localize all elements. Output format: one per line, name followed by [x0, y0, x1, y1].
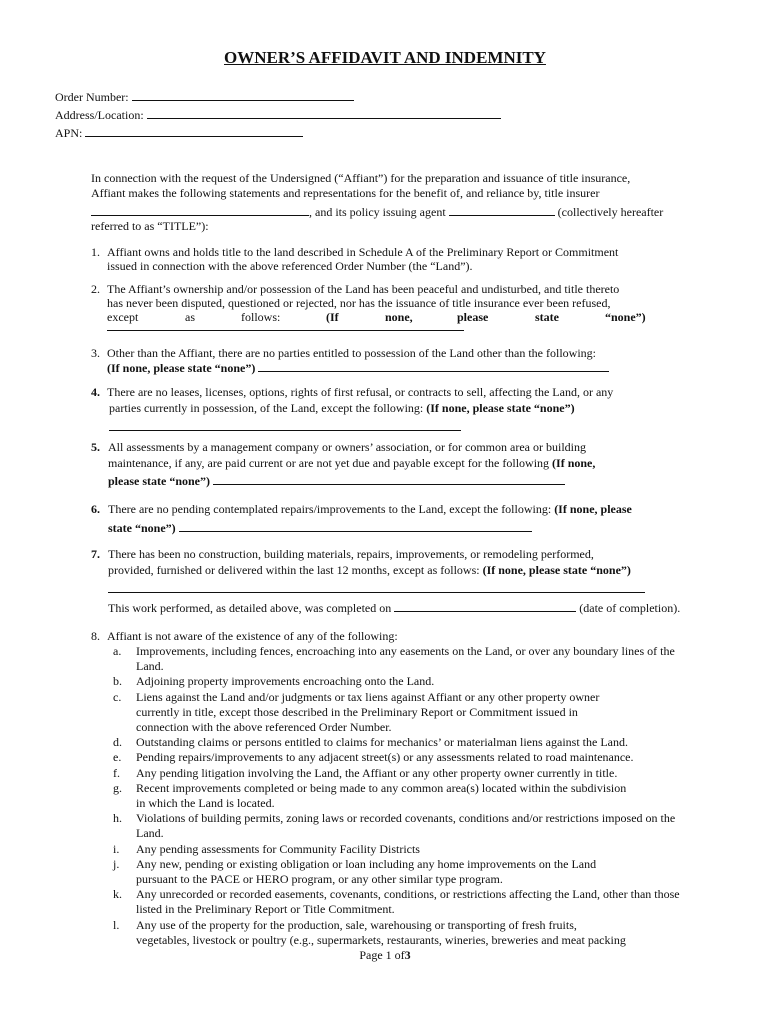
subitem-text-line: listed in the Preliminary Report or Title Commitment. [136, 902, 395, 917]
item-3-number: 3. [91, 346, 100, 360]
subitem-text-line: Any pending assessments for Community Facility Districts [136, 841, 420, 856]
item-2-word-please: please [457, 310, 489, 324]
subitem-text-line: pursuant to the PACE or HERO program, or any other similar type program. [136, 872, 503, 886]
subitem-letter: e. [113, 750, 122, 765]
subitem-letter: l. [113, 917, 120, 932]
page-footer [0, 948, 770, 963]
item-4-line-2 [109, 401, 575, 416]
subitem-letter: f. [113, 765, 120, 780]
item-6-instruction-cont: state “none”) [108, 521, 176, 535]
item-3-line-1: Other than the Affiant, there are no parties entitled to possession of the Land other than the following: [107, 346, 596, 360]
item-2-word-if: (If [326, 310, 339, 324]
item-7-completed-text: This work performed, as detailed above, was completed on [108, 601, 392, 615]
item-7-date-text: (date of completion). [579, 601, 681, 615]
subitem-letter: g. [113, 780, 122, 795]
subitem-text-line: Adjoining property improvements encroaching onto the Land. [136, 674, 435, 689]
item-5-answer-blank[interactable] [213, 472, 565, 485]
subitem-letter: h. [113, 811, 122, 826]
item-8-line-1: Affiant is not aware of the existence of any of the following: [107, 629, 398, 643]
intro-line-1: In connection with the request of the Undersigned (“Affiant”) for the preparation and issuance of title insurance, [91, 171, 631, 185]
item-7-line-3 [108, 599, 680, 616]
item-1-line-2: issued in connection with the above referenced Order Number (the “Land”). [107, 259, 473, 273]
subitem-letter: j. [113, 856, 120, 871]
title-insurer-blank[interactable] [91, 203, 309, 216]
item-3-line-2 [107, 359, 609, 376]
item-2-word-except: except [107, 310, 139, 324]
item-5-line-3 [108, 472, 565, 489]
order-number-label: Order Number: [55, 90, 129, 104]
item-7-answer-blank[interactable] [108, 592, 645, 593]
item-3-instruction: (If none, please state “none”) [107, 361, 256, 375]
subitem-text-line: Any unrecorded or recorded easements, covenants, conditions, or restrictions affecting the Land, other than those [136, 887, 680, 902]
item-2-number: 2. [91, 282, 100, 296]
subitem-text-line: in which the Land is located. [136, 796, 275, 810]
item-7-instruction: (If none, please state “none”) [482, 563, 631, 577]
item-2-line-2: has never been disputed, questioned or rejected, nor has the issuance of title insurance ever been refused, [107, 296, 611, 310]
subitem-letter: a. [113, 644, 122, 658]
subitem-text-line: Land. [136, 659, 164, 674]
item-6-line-1 [108, 502, 632, 517]
item-5-line-2 [108, 456, 595, 471]
item-6-text: There are no pending contemplated repairs/improvements to the Land, except the following: [108, 502, 552, 516]
subitem-text-line: vegetables, livestock or poultry (e.g., supermarkets, restaurants, wineries, breweries and meat packing [136, 932, 626, 947]
item-7-line-1: There has been no construction, building materials, repairs, improvements, or remodeling performed, [108, 547, 594, 561]
intro-line-4: referred to as “TITLE”): [91, 219, 209, 233]
subitem-text-line: Recent improvements completed or being made to any common area(s) located within the subdivision [136, 780, 627, 795]
item-5-number: 5. [91, 440, 100, 454]
footer-of-word: of [394, 948, 405, 962]
subitem-text-line: currently in title, except those described in the Preliminary Report or Commitment issued in [136, 704, 578, 719]
item-2-answer-blank[interactable] [107, 330, 464, 331]
item-8-number: 8. [91, 629, 100, 643]
subitem-text-line: Any use of the property for the production, sale, warehousing or transporting of fresh fruits, [136, 917, 577, 932]
address-label: Address/Location: [55, 108, 144, 122]
footer-total-pages: 3 [404, 948, 411, 962]
subitem-letter: d. [113, 735, 122, 750]
item-4-line-1: There are no leases, licenses, options, rights of first refusal, or contracts to sell, affecting the Land, or any [107, 385, 614, 399]
item-6-line-2 [108, 519, 532, 536]
subitem-letter: b. [113, 674, 122, 689]
subitem-text-line: Improvements, including fences, encroaching into any easements on the Land, or over any boundary lines of the [136, 644, 675, 658]
item-7-line-2 [108, 563, 631, 578]
subitem-text-line: Pending repairs/improvements to any adjacent street(s) or any assessments related to road maintenance. [136, 750, 634, 765]
address-blank[interactable] [147, 106, 501, 119]
document-title: OWNER’S AFFIDAVIT AND INDEMNITY [224, 48, 546, 67]
subitem-text-line: Any new, pending or existing obligation or loan including any home improvements on the Land [136, 856, 597, 871]
item-5-instruction: (If none, [552, 456, 596, 470]
item-5-line-1: All assessments by a management company or owners’ association, or for common area or building [108, 440, 586, 454]
subitem-letter: c. [113, 689, 122, 704]
intro-line-2: Affiant makes the following statements and representations for the benefit of, and reliance by, title insurer [91, 186, 600, 200]
item-1-number: 1. [91, 245, 100, 259]
item-5-instruction-cont: please state “none”) [108, 474, 210, 488]
item-4-answer-blank[interactable] [109, 430, 461, 431]
item-2-word-as: as [185, 310, 195, 324]
apn-label: APN: [55, 126, 83, 140]
completion-date-blank[interactable] [394, 599, 576, 612]
item-7-number: 7. [91, 547, 100, 561]
item-6-number: 6. [91, 502, 100, 516]
item-7-text: provided, furnished or delivered within the last 12 months, except as follows: [108, 563, 480, 577]
subitem-text-line: connection with the above referenced Order Number. [136, 720, 392, 734]
item-2-word-follows: follows: [241, 310, 281, 324]
footer-page-number: 1 [385, 948, 392, 962]
subitem-letter: k. [113, 887, 122, 902]
item-6-instruction: (If none, please [554, 502, 632, 516]
order-number-field [55, 88, 354, 105]
order-number-blank[interactable] [132, 88, 354, 101]
subitem-text-line: Violations of building permits, zoning laws or recorded covenants, conditions and/or restrictions imposed on the [136, 811, 676, 826]
item-5-text: maintenance, if any, are paid current or are not yet due and payable except for the following [108, 456, 550, 470]
subitem-text-line: Outstanding claims or persons entitled to claims for mechanics’ or materialman liens against the Land. [136, 735, 628, 750]
subitem-text-line: Any pending litigation involving the Land, the Affiant or any other property owner currently in title. [136, 765, 618, 780]
apn-field [55, 124, 303, 141]
intro-agent-text: , and its policy issuing agent [309, 205, 446, 219]
intro-collectively-text: (collectively hereafter [557, 205, 664, 219]
footer-page-word: Page [359, 948, 383, 962]
intro-line-3 [91, 203, 663, 220]
item-4-text: parties currently in possession, of the Land, except the following: [109, 401, 424, 415]
subitem-text-line: Liens against the Land and/or judgments or tax liens against Affiant or any other property owner [136, 689, 600, 704]
item-2-line-1: The Affiant’s ownership and/or possession of the Land has been peaceful and undisturbed, and title thereto [107, 282, 620, 296]
apn-blank[interactable] [85, 124, 303, 137]
subitem-letter: i. [113, 841, 120, 856]
item-3-answer-blank[interactable] [258, 359, 609, 372]
item-1-line-1: Affiant owns and holds title to the land described in Schedule A of the Preliminary Report or Commitment [107, 245, 619, 259]
item-6-answer-blank[interactable] [179, 519, 532, 532]
item-4-number: 4. [91, 385, 100, 399]
issuing-agent-blank[interactable] [449, 203, 555, 216]
item-4-instruction: (If none, please state “none”) [426, 401, 575, 415]
item-2-word-state: state [535, 310, 559, 324]
subitem-text-line: Land. [136, 826, 164, 841]
item-2-word-none-quoted: “none”) [605, 310, 646, 324]
address-field [55, 106, 501, 123]
item-2-word-none: none, [385, 310, 413, 324]
